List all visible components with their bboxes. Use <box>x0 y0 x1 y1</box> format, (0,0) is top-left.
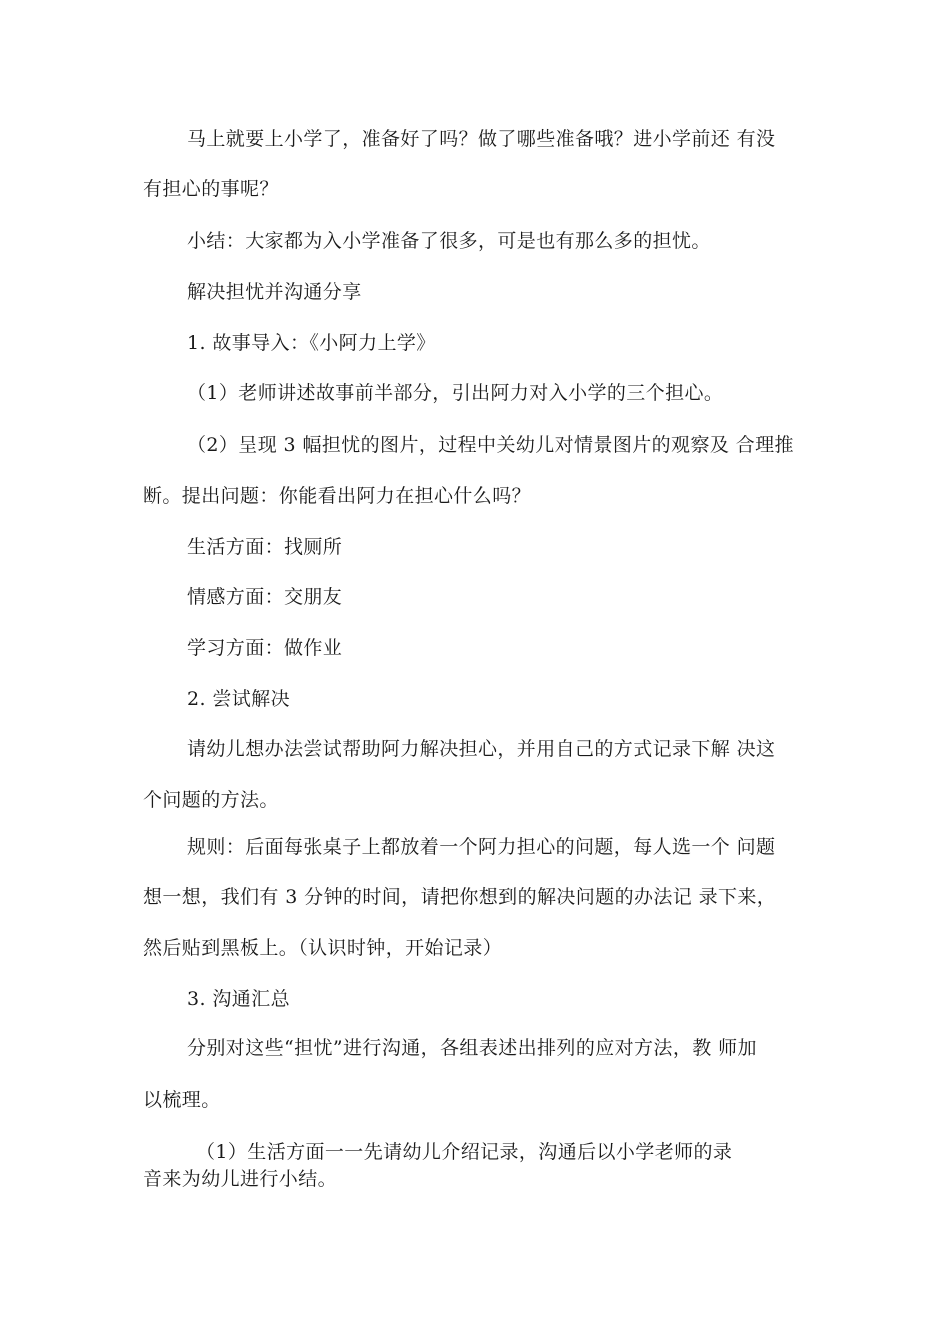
step-1-item-1: （1）老师讲述故事前半部分，引出阿力对入小学的三个担心。 <box>187 382 724 404</box>
step-2-paragraph-line-2: 个问题的方法。 <box>143 789 279 811</box>
step-3-heading: 3. 沟通汇总 <box>187 988 290 1010</box>
rules-line-1: 规则：后面每张桌子上都放着一个阿力担心的问题，每人选一个 问题 <box>187 836 776 858</box>
step-1-heading: 1. 故事导入：《小阿力上学》 <box>187 332 436 354</box>
step-3-paragraph-line-2: 以梳理。 <box>143 1089 221 1111</box>
step-2-heading: 2. 尝试解决 <box>187 688 290 710</box>
paragraph-intro-line-1: 马上就要上小学了，准备好了吗？做了哪些准备哦？进小学前还 有没 <box>187 128 776 150</box>
step-3-item-1-line-1: （1）生活方面一一先请幼儿介绍记录，沟通后以小学老师的录 <box>196 1141 733 1163</box>
step-3-item-1-line-2: 音来为幼儿进行小结。 <box>143 1168 338 1190</box>
paragraph-intro-line-2: 有担心的事呢？ <box>143 178 279 200</box>
worry-emotion: 情感方面：交朋友 <box>187 586 343 608</box>
step-1-item-2-line-1: （2）呈现 3 幅担忧的图片，过程中关幼儿对情景图片的观察及 合理推 <box>187 434 794 456</box>
step-3-paragraph-line-1: 分别对这些“担忧”进行沟通，各组表述出排列的应对方法，教 师加 <box>187 1037 757 1059</box>
worry-life: 生活方面：找厕所 <box>187 536 343 558</box>
rules-line-2: 想一想，我们有 3 分钟的时间，请把你想到的解决问题的办法记 录下来， <box>143 886 777 908</box>
step-2-paragraph-line-1: 请幼儿想办法尝试帮助阿力解决担心，并用自己的方式记录下解 决这 <box>187 738 776 760</box>
section-heading: 解决担忧并沟通分享 <box>187 281 362 303</box>
rules-line-3: 然后贴到黑板上。（认识时钟，开始记录） <box>143 937 503 959</box>
worry-study: 学习方面：做作业 <box>187 637 343 659</box>
step-1-item-2-line-2: 断。提出问题：你能看出阿力在担心什么吗？ <box>143 485 532 507</box>
summary-line: 小结：大家都为入小学准备了很多，可是也有那么多的担忧。 <box>187 230 711 252</box>
